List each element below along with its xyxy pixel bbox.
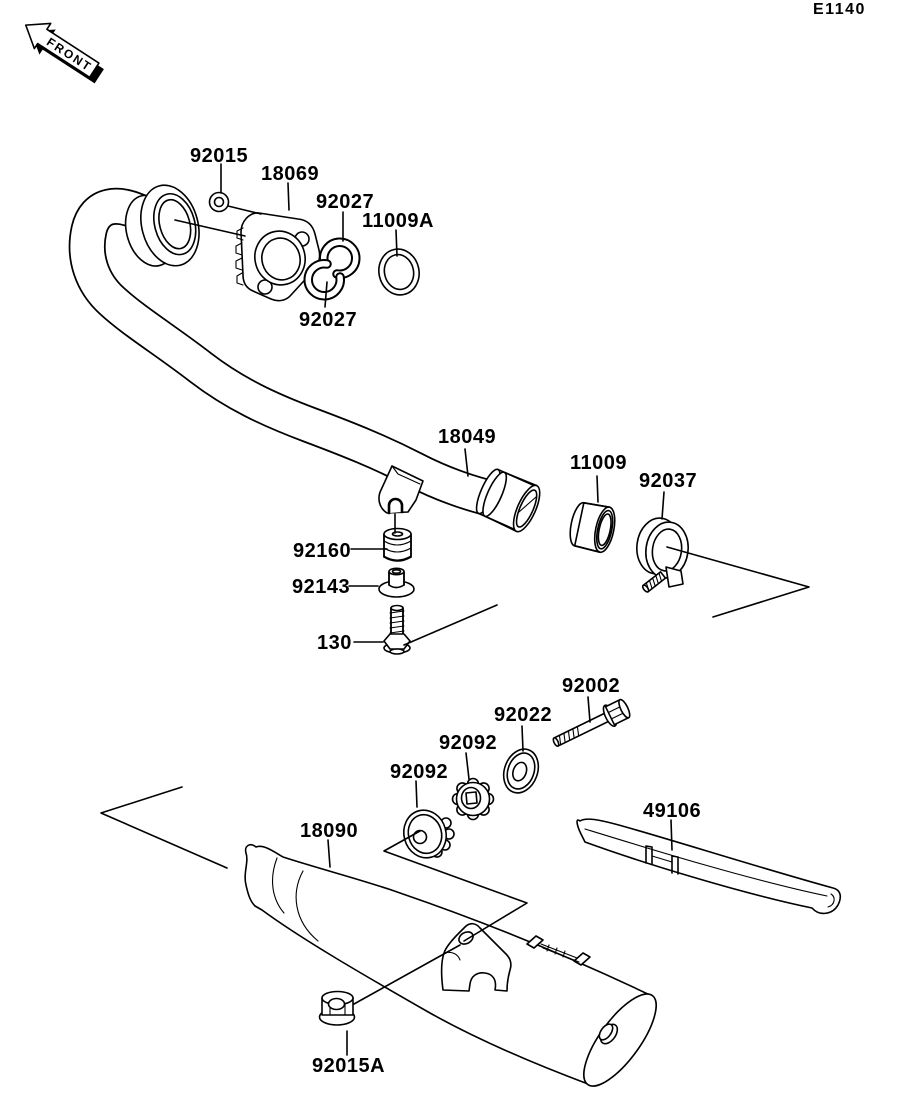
part-label-92037: 92037 bbox=[639, 470, 698, 492]
pointer-chevron-right bbox=[667, 547, 809, 617]
part-label-92160: 92160 bbox=[293, 540, 352, 562]
front-arrow-icon bbox=[18, 13, 103, 83]
joint-gasket-11009 bbox=[567, 500, 619, 554]
part-label-92015a: 92015A bbox=[312, 1055, 386, 1077]
rubber-bushing-92092-left bbox=[399, 805, 454, 862]
small-nut-92015 bbox=[210, 193, 229, 212]
part-label-92027-lower: 92027 bbox=[299, 309, 358, 331]
dished-washer-92022 bbox=[498, 744, 544, 798]
drawing-code: E1140 bbox=[813, 1, 866, 18]
clamp-bolt bbox=[642, 572, 666, 593]
part-label-18090: 18090 bbox=[300, 820, 359, 842]
part-label-92027-upper: 92027 bbox=[316, 191, 375, 213]
pipe-outlet-end bbox=[472, 466, 545, 535]
part-label-92002: 92002 bbox=[562, 675, 621, 697]
flanged-bolt-130 bbox=[384, 606, 410, 655]
muffler-body-18090 bbox=[245, 845, 668, 1096]
rubber-bushing-92092-right bbox=[453, 779, 494, 820]
flanged-nut-92015a bbox=[320, 992, 355, 1026]
part-label-92092-right: 92092 bbox=[439, 732, 498, 754]
damper-grommet-92160 bbox=[384, 529, 411, 562]
part-label-18049: 18049 bbox=[438, 426, 497, 448]
part-label-92022: 92022 bbox=[494, 704, 553, 726]
part-label-92015: 92015 bbox=[190, 145, 249, 167]
part-label-92143: 92143 bbox=[292, 576, 351, 598]
collar-92143 bbox=[379, 568, 414, 597]
front-direction-badge bbox=[18, 13, 108, 89]
part-label-11009: 11009 bbox=[570, 452, 628, 474]
muffler-cover-49106 bbox=[577, 819, 840, 913]
pointer-chevron-left bbox=[101, 787, 227, 868]
part-label-11009a: 11009A bbox=[362, 210, 434, 232]
clamp-92037 bbox=[633, 515, 691, 593]
exhaust-pipe-18049 bbox=[87, 179, 545, 535]
part-label-18069: 18069 bbox=[261, 163, 320, 185]
front-badge-label: FRONT bbox=[44, 34, 95, 75]
mount-bolt-92002 bbox=[549, 697, 632, 753]
gasket-ring-11009a bbox=[375, 245, 424, 298]
part-label-49106: 49106 bbox=[643, 800, 702, 822]
part-label-92092-left: 92092 bbox=[390, 761, 449, 783]
part-label-130: 130 bbox=[317, 632, 352, 654]
